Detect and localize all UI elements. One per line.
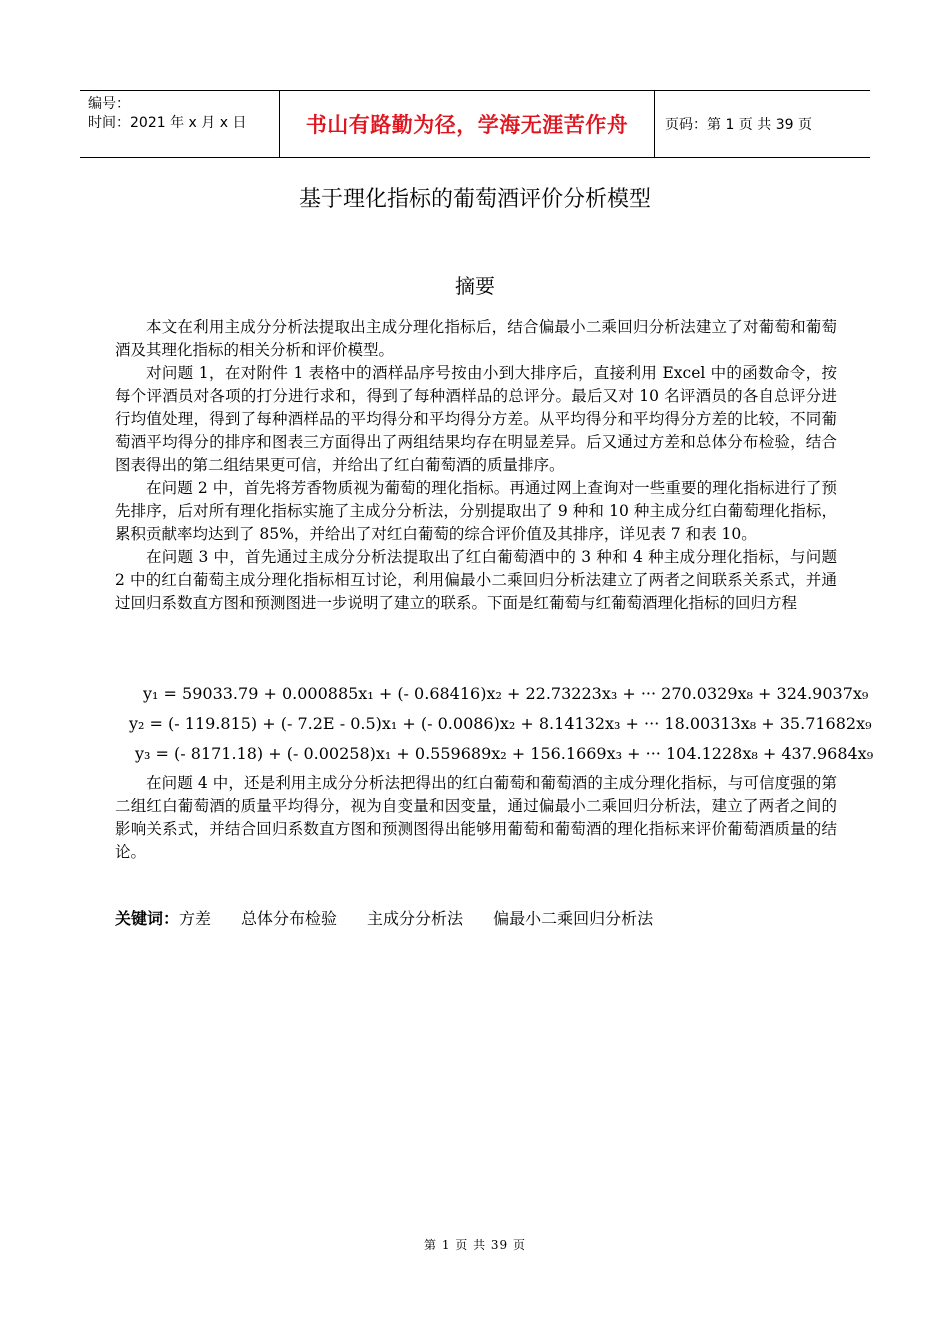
header-motto-cell: [280, 91, 655, 157]
keyword: 方差: [179, 909, 212, 928]
time-line: 时间：2021 年 x 月 x 日: [88, 115, 247, 131]
paragraph: 在问题 2 中，首先将芳香物质视为葡萄的理化指标。再通过网上查询对一些重要的理化指标进行了预先排序，后对所有理化指标实施了主成分分析法，分别提取出了 9 种和 10 种主成分红白葡萄理化指标，累积贡献率均达到了 85%，并给出了对红白葡萄的综合评价值及其排序，详见表 7 和表 10。: [115, 479, 837, 543]
keyword: 偏最小二乘回归分析法: [493, 909, 654, 928]
paragraph: 对问题 1，在对附件 1 表格中的酒样品序号按由小到大排序后，直接利用 Excel 中的函数命令，按每个评酒员对各项的打分进行求和，得到了每种酒样品的总评分。最后又对 10 名评酒员的各自总评分进行均值处理，得到了每种酒样品的平均得分和平均得分方差。从平均得分和平均得分方差的比较，不同葡萄酒平均得分的排序和图表三方面得出了两组结果均存在明显差异。后又通过方差和总体分布检验，结合图表得出的第二组结果更可信，并给出了红白葡萄酒的质量排序。: [115, 364, 837, 474]
page-footer: 第 1 页 共 39 页: [424, 1238, 526, 1252]
header-table: [80, 90, 870, 158]
document-title: 基于理化指标的葡萄酒评价分析模型: [298, 187, 651, 212]
motto: 书山有路勤为径，学海无涯苦作舟: [305, 113, 629, 137]
equation: y₂ = (- 119.815) + (- 7.2E - 0.5)x₁ + (- 0.0086)x₂ + 8.14132x₃ + ··· 18.00313x₈ + 35.71682x₉: [129, 714, 872, 733]
keywords: [115, 906, 683, 929]
page-info: 页码：第 1 页 共 39 页: [665, 117, 812, 133]
keyword: 主成分分析法: [367, 909, 464, 928]
equation: y₁ = 59033.79 + 0.000885x₁ + (- 0.68416)x₂ + 22.73223x₃ + ··· 270.0329x₈ + 324.9037x₉: [143, 684, 869, 703]
keyword: 总体分布检验: [241, 909, 338, 928]
equation: y₃ = (- 8171.18) + (- 0.00258)x₁ + 0.559689x₂ + 156.1669x₃ + ··· 104.1228x₈ + 437.9684x₉: [135, 744, 874, 763]
code-label: 编号：: [88, 96, 130, 112]
paragraph: 在问题 3 中，首先通过主成分分析法提取出了红白葡萄酒中的 3 种和 4 种主成分理化指标，与问题 2 中的红白葡萄主成分理化指标相互讨论，利用偏最小二乘回归分析法建立了两者之间联系关系式，并通过回归系数直方图和预测图进一步说明了建立的联系。下面是红葡萄与红葡萄酒理化指标的回归方程: [115, 548, 837, 612]
paragraph: 在问题 4 中，还是利用主成分分析法把得出的红白葡萄和葡萄酒的主成分理化指标，与可信度强的第二组红白葡萄酒的质量平均得分，视为自变量和因变量，通过偏最小二乘回归分析法，建立了两者之间的影响关系式，并结合回归系数直方图和预测图得出能够用葡萄和葡萄酒的理化指标来评价葡萄酒质量的结论。: [115, 774, 837, 861]
regression-equations: [115, 679, 874, 769]
header-page-cell: [655, 91, 870, 157]
abstract-body-continued: [115, 772, 837, 864]
header-meta: [80, 91, 280, 157]
abstract-body: [115, 316, 837, 615]
paragraph: 本文在利用主成分分析法提取出主成分理化指标后，结合偏最小二乘回归分析法建立了对葡萄和葡萄酒及其理化指标的相关分析和评价模型。: [115, 318, 837, 359]
abstract-heading: 摘要: [455, 274, 495, 298]
keywords-label: 关键词：: [115, 909, 180, 928]
